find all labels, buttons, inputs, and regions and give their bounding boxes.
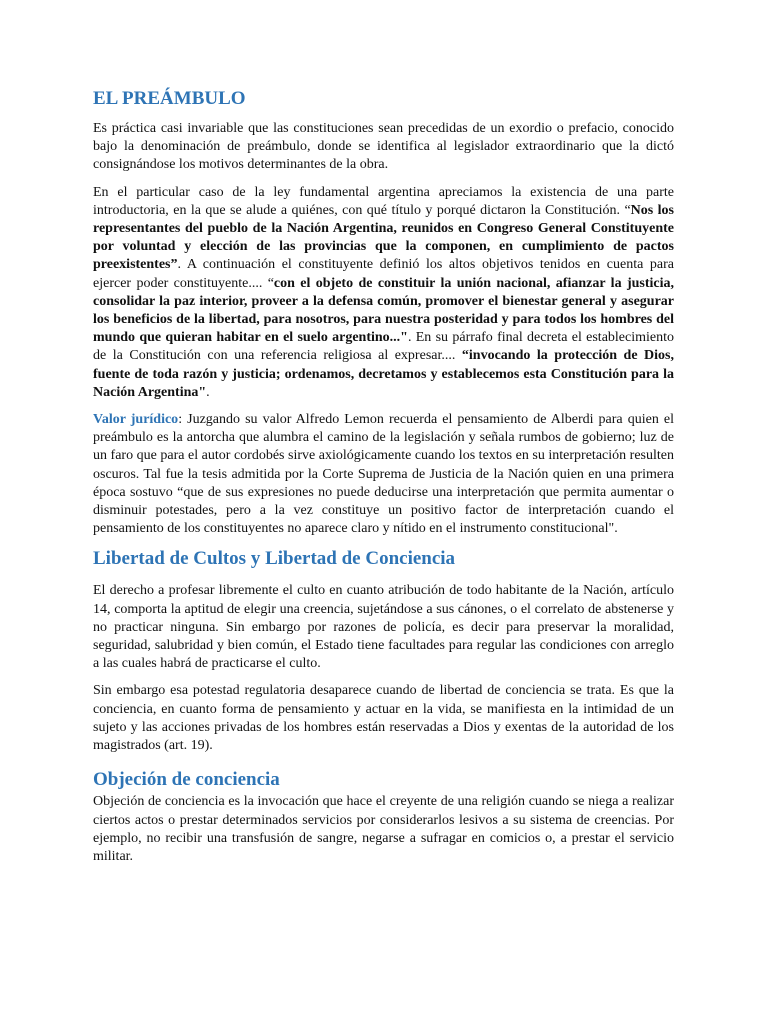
heading-objecion-conciencia: Objeción de conciencia <box>93 769 280 791</box>
bold-quote-objeto: con el objeto de constituir la unión nacional, afianzar la justicia, consolidar la paz interior, proveer a la defensa común, promover el bienestar general y asegurar los beneficios de la libertad, para nosotros, para nuestra posteridad y para todos los hombres del mundo que quieran habitar en el suelo argentino..." <box>93 275 674 346</box>
paragraph-libertad-1: El derecho a profesar libremente el culto en cuanto atribución de todo habitante de la Nación, artículo 14, comporta la aptitud de elegir una creencia, sujetándose a sus cánones, o el correlato de abstenerse y no practicar ninguna. Sin embargo por razones de policía, es decir para preservar la moralidad, seguridad, salubridad y bien común, el Estado tiene facultades para regular las condiciones con arreglo a las cuales habrá de practicarse el culto. <box>93 583 674 672</box>
paragraph-libertad-2: Sin embargo esa potestad regulatoria desaparece cuando de libertad de conciencia se trata. Es que la conciencia, en cuanto forma de pensamiento y actuar en la vida, se manifiesta en la intimidad de un sujeto y las acciones privadas de los hombres están reservadas a Dios y exentas de la autoridad de los magistrados (art. 19). <box>93 683 674 754</box>
text-run: En el particular caso de la ley fundamental argentina apreciamos la existencia de una parte introductoria, en la que se alude a quiénes, con qué título y porqué dictaron la Constitución. “ <box>93 184 674 218</box>
heading-preambulo: EL PREÁMBULO <box>93 88 246 109</box>
paragraph-objecion: Objeción de conciencia es la invocación que hace el creyente de una religión cuando se niega a realizar ciertos actos o prestar determinados servicios por considerarlos lesivos a su sistema de creencias. Por ejemplo, no recibir una transfusión de sangre, negarse a sufragar en comicios o, a prestar el servicio militar. <box>93 794 674 864</box>
lead-valor-juridico: Valor jurídico <box>93 412 179 428</box>
text-run: . <box>206 384 210 400</box>
heading-libertad-cultos: Libertad de Cultos y Libertad de Conciencia <box>93 548 456 570</box>
paragraph-preambulo-intro: Es práctica casi invariable que las constituciones sean precedidas de un exordio o prefacio, conocido bajo la denominación de preámbulo, donde se identifica al legislador extraordinario que la dictó consignándose los motivos determinantes de la obra. <box>93 121 674 173</box>
bold-quote-representantes: Nos los representantes del pueblo de la Nación Argentina, reunidos en Congreso General Constituyente por voluntad y elección de las provincias que la componen, en cumplimiento de pactos preexistentes” <box>93 202 674 273</box>
text-run: . A continuación el constituyente definió los altos objetivos tenidos en cuenta para ejercer poder constituyente.... “ <box>93 257 674 291</box>
paragraph-valor-juridico <box>93 411 674 538</box>
text-run: : Juzgando su valor Alfredo Lemon recuerda el pensamiento de Alberdi para quien el preámbulo es la antorcha que alumbra el camino de la legislación y señala rumbos de gobierno; luz de un faro que para el autor cordobés sirve axiológicamente cuando los textos en su interpretación resulten oscuros. Tal fue la tesis admitida por la Corte Suprema de Justicia de la Nación quien en una primera época sostuvo “que de sus expresiones no puede deducirse una interpretación que permita aumentar o disminuir potestades, pero a la vez constituye un positivo factor de interpretación cuando el pensamiento de los constituyentes no aparece claro y nítido en el instrumento constitucional". <box>93 412 674 537</box>
bold-quote-invocando: “invocando la protección de Dios, fuente de toda razón y justicia; ordenamos, decretamos y establecemos esta Constitución para la Nación Argentina" <box>93 348 674 400</box>
text-run: . En su párrafo final decreta el establecimiento de la Constitución con una referencia religiosa al expresar.... <box>93 330 674 364</box>
paragraph-preambulo-text <box>93 184 674 402</box>
